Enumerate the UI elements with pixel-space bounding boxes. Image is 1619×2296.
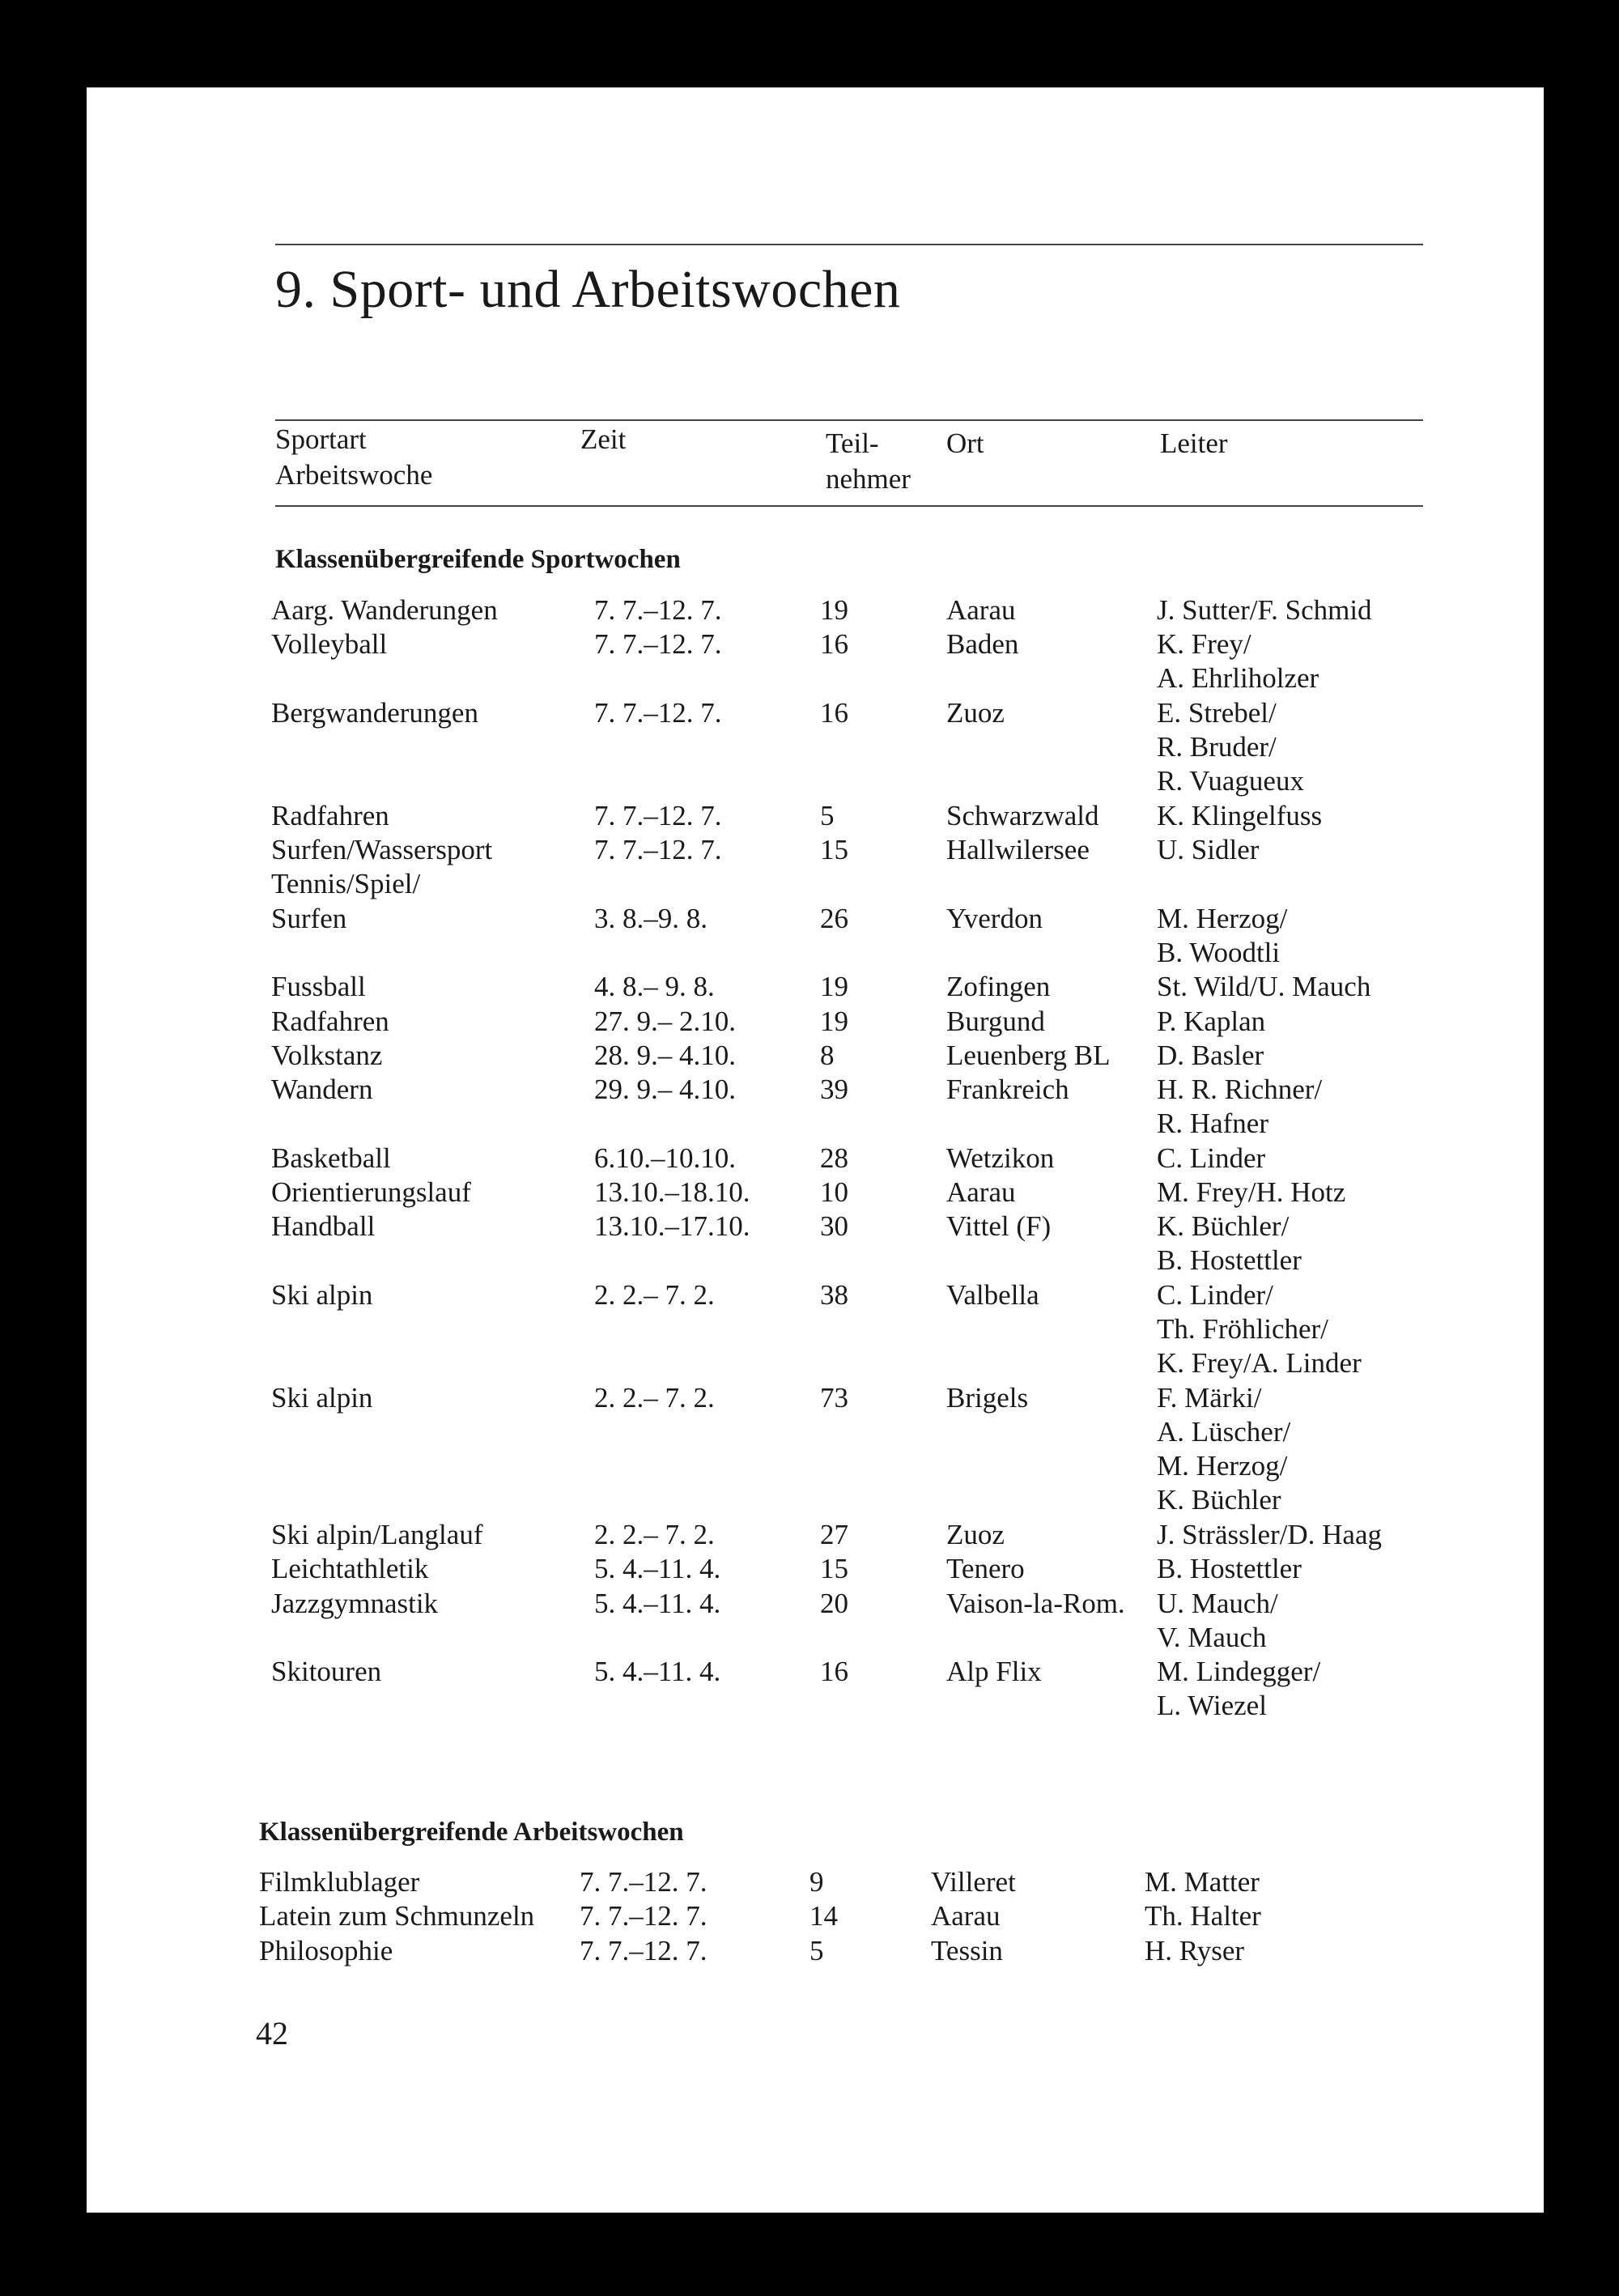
- cell-sportart: Ski alpin/Langlauf: [271, 1519, 483, 1551]
- cell-ort: Aarau: [946, 594, 1016, 626]
- table-row: [87, 833, 1544, 867]
- cell-zeit: 7. 7.–12. 7.: [594, 594, 722, 626]
- cell-teilnehmer: 73: [820, 1381, 848, 1414]
- leiter-name: Th. Halter: [1145, 1900, 1261, 1932]
- table-row: [87, 1899, 1544, 1933]
- cell-leiter: [1157, 1655, 1320, 1723]
- cell-teilnehmer: 15: [820, 834, 848, 866]
- cell-leiter: [1157, 1278, 1362, 1380]
- table-header-bottom-rule: [275, 505, 1423, 507]
- cell-sportart: Radfahren: [271, 799, 389, 831]
- cell-sportart: Ski alpin: [271, 1381, 373, 1414]
- cell-ort: Wetzikon: [946, 1142, 1055, 1174]
- leiter-name: H. Ryser: [1145, 1934, 1245, 1966]
- cell-ort: Villeret: [931, 1866, 1016, 1898]
- cell-leiter: [1157, 1039, 1264, 1073]
- table-row: [87, 1865, 1544, 1899]
- table-row: [87, 1934, 1544, 1968]
- cell-zeit: 7. 7.–12. 7.: [580, 1934, 708, 1966]
- leiter-name: M. Frey/H. Hotz: [1157, 1176, 1346, 1209]
- cell-sportart: Surfen/Wassersport: [271, 834, 493, 866]
- cell-sportart: Philosophie: [259, 1934, 393, 1966]
- cell-zeit: 29. 9.– 4.10.: [594, 1074, 736, 1106]
- cell-teilnehmer: 16: [820, 696, 848, 729]
- cell-leiter: [1157, 970, 1370, 1004]
- cell-zeit: 5. 4.–11. 4.: [594, 1553, 721, 1585]
- leiter-name: F. Märki/: [1157, 1381, 1262, 1414]
- cell-sportart: Radfahren: [271, 1005, 389, 1037]
- cell-ort: Burgund: [946, 1005, 1045, 1037]
- cell-zeit: 7. 7.–12. 7.: [580, 1900, 708, 1932]
- table-row: [87, 1176, 1544, 1210]
- cell-teilnehmer: 9: [810, 1866, 824, 1898]
- section-heading-work: Klassenübergreifende Arbeitswochen: [259, 1818, 684, 1847]
- cell-ort: Leuenberg BL: [946, 1039, 1111, 1071]
- cell-leiter: [1157, 1552, 1302, 1586]
- leiter-name: M. Matter: [1145, 1866, 1260, 1898]
- cell-teilnehmer: 15: [820, 1553, 848, 1585]
- cell-teilnehmer: 20: [820, 1587, 848, 1619]
- cell-teilnehmer: 10: [820, 1176, 848, 1209]
- cell-ort: Aarau: [931, 1900, 1001, 1932]
- cell-leiter: [1145, 1899, 1261, 1933]
- cell-ort: Alp Flix: [946, 1656, 1042, 1688]
- cell-leiter: [1157, 696, 1304, 798]
- cell-teilnehmer: 30: [820, 1210, 848, 1243]
- cell-leiter: [1157, 799, 1322, 833]
- leiter-name: K. Büchler/: [1157, 1210, 1290, 1243]
- cell-teilnehmer: 5: [820, 799, 835, 831]
- table-row: [87, 867, 1544, 901]
- cell-ort: Zuoz: [946, 696, 1005, 729]
- cell-ort: Vaison-la-Rom.: [946, 1587, 1125, 1619]
- leiter-name: St. Wild/U. Mauch: [1157, 971, 1371, 1003]
- cell-zeit: 7. 7.–12. 7.: [594, 834, 722, 866]
- cell-leiter: [1157, 1210, 1302, 1278]
- cell-sportart: Latein zum Schmunzeln: [259, 1900, 535, 1932]
- table-row: [87, 1552, 1544, 1586]
- table-row: [87, 970, 1544, 1004]
- cell-sportart: Volkstanz: [271, 1039, 383, 1071]
- cell-zeit: 5. 4.–11. 4.: [594, 1587, 721, 1619]
- section-heading-sport: Klassenübergreifende Sportwochen: [275, 545, 681, 574]
- cell-ort: Yverdon: [946, 902, 1043, 934]
- cell-zeit: 7. 7.–12. 7.: [594, 799, 722, 831]
- table-row: [87, 627, 1544, 695]
- cell-teilnehmer: 19: [820, 594, 848, 626]
- table-row: [87, 696, 1544, 797]
- cell-ort: Tessin: [931, 1934, 1003, 1966]
- cell-teilnehmer: 8: [820, 1039, 835, 1071]
- cell-teilnehmer: 5: [810, 1934, 824, 1966]
- leiter-name: R. Vuagueux: [1157, 764, 1304, 797]
- table-row: [87, 1073, 1544, 1140]
- table-row: [87, 1381, 1544, 1516]
- leiter-name: V. Mauch: [1157, 1621, 1267, 1653]
- table-row: [87, 799, 1544, 833]
- header-sportart: Sportart Arbeitswoche: [275, 423, 433, 491]
- cell-sportart: Orientierungslauf: [271, 1176, 471, 1209]
- leiter-name: K. Klingelfuss: [1157, 799, 1323, 831]
- cell-sportart: Jazzgymnastik: [271, 1587, 439, 1619]
- cell-sportart: Surfen: [271, 902, 347, 934]
- table-row: [87, 1587, 1544, 1653]
- cell-zeit: 6.10.–10.10.: [594, 1142, 736, 1174]
- cell-ort: Aarau: [946, 1176, 1016, 1209]
- header-ort: Ort: [946, 427, 984, 459]
- leiter-name: J. Sutter/F. Schmid: [1157, 594, 1372, 626]
- cell-leiter: [1145, 1934, 1244, 1968]
- cell-sportart: Skitouren: [271, 1656, 382, 1688]
- leiter-name: L. Wiezel: [1157, 1690, 1267, 1722]
- leiter-name: A. Ehrliholzer: [1157, 662, 1319, 695]
- cell-teilnehmer: 19: [820, 1005, 848, 1037]
- cell-ort: Tenero: [946, 1553, 1025, 1585]
- document-page: [87, 87, 1544, 2213]
- cell-leiter: [1157, 1587, 1278, 1655]
- cell-leiter: [1157, 902, 1287, 970]
- leiter-name: B. Hostettler: [1157, 1244, 1302, 1277]
- cell-teilnehmer: 27: [820, 1519, 848, 1551]
- cell-leiter: [1157, 1176, 1345, 1210]
- cell-zeit: 2. 2.– 7. 2.: [594, 1519, 715, 1551]
- header-zeit: Zeit: [580, 423, 627, 455]
- leiter-name: D. Basler: [1157, 1039, 1264, 1071]
- table-row: [87, 902, 1544, 968]
- cell-sportart: Handball: [271, 1210, 376, 1243]
- cell-zeit: 7. 7.–12. 7.: [594, 696, 722, 729]
- cell-sportart: Volleyball: [271, 628, 388, 661]
- cell-leiter: [1157, 627, 1319, 695]
- cell-ort: Brigels: [946, 1381, 1029, 1414]
- cell-sportart: Tennis/Spiel/: [271, 868, 421, 900]
- cell-ort: Frankreich: [946, 1074, 1069, 1106]
- cell-sportart: Leichtathletik: [271, 1553, 429, 1585]
- cell-leiter: [1157, 1381, 1290, 1517]
- cell-zeit: 7. 7.–12. 7.: [580, 1866, 708, 1898]
- cell-sportart: Wandern: [271, 1074, 373, 1106]
- header-teilnehmer: Teil- nehmer: [826, 427, 911, 495]
- cell-ort: Hallwilersee: [946, 834, 1090, 866]
- cell-zeit: 27. 9.– 2.10.: [594, 1005, 736, 1037]
- page-title: 9. Sport- und Arbeitswochen: [275, 260, 901, 319]
- cell-teilnehmer: 19: [820, 971, 848, 1003]
- leiter-name: R. Hafner: [1157, 1108, 1269, 1140]
- cell-leiter: [1157, 833, 1259, 867]
- leiter-name: K. Frey/: [1157, 628, 1251, 661]
- cell-sportart: Basketball: [271, 1142, 391, 1174]
- cell-zeit: 7. 7.–12. 7.: [594, 628, 722, 661]
- cell-teilnehmer: 39: [820, 1074, 848, 1106]
- cell-sportart: Ski alpin: [271, 1279, 373, 1311]
- cell-leiter: [1157, 1005, 1265, 1039]
- table-row: [87, 1142, 1544, 1176]
- leiter-name: Th. Fröhlicher/: [1157, 1313, 1328, 1345]
- leiter-name: K. Frey/A. Linder: [1157, 1347, 1362, 1379]
- cell-leiter: [1157, 1142, 1265, 1176]
- leiter-name: C. Linder: [1157, 1142, 1266, 1174]
- leiter-name: A. Lüscher/: [1157, 1415, 1291, 1448]
- cell-ort: Schwarzwald: [946, 799, 1099, 831]
- table-row: [87, 593, 1544, 627]
- cell-sportart: Filmklublager: [259, 1866, 420, 1898]
- cell-zeit: 13.10.–17.10.: [594, 1210, 750, 1243]
- cell-teilnehmer: 38: [820, 1279, 848, 1311]
- leiter-name: J. Strässler/D. Haag: [1157, 1519, 1383, 1551]
- cell-zeit: 2. 2.– 7. 2.: [594, 1381, 715, 1414]
- table-row: [87, 1210, 1544, 1277]
- cell-teilnehmer: 16: [820, 628, 848, 661]
- cell-ort: Baden: [946, 628, 1019, 661]
- leiter-name: E. Strebel/: [1157, 696, 1277, 729]
- table-row: [87, 1039, 1544, 1073]
- cell-zeit: 2. 2.– 7. 2.: [594, 1279, 715, 1311]
- cell-leiter: [1157, 1073, 1322, 1141]
- top-rule: [275, 244, 1423, 245]
- cell-teilnehmer: 14: [810, 1900, 838, 1932]
- leiter-name: U. Sidler: [1157, 834, 1260, 866]
- leiter-name: B. Hostettler: [1157, 1553, 1302, 1585]
- cell-leiter: [1145, 1865, 1260, 1899]
- table-row: [87, 1518, 1544, 1552]
- cell-zeit: 13.10.–18.10.: [594, 1176, 750, 1209]
- cell-teilnehmer: 28: [820, 1142, 848, 1174]
- table-row: [87, 1005, 1544, 1039]
- leiter-name: B. Woodtli: [1157, 936, 1281, 968]
- cell-leiter: [1157, 593, 1372, 627]
- leiter-name: M. Herzog/: [1157, 1449, 1288, 1482]
- cell-zeit: 28. 9.– 4.10.: [594, 1039, 736, 1071]
- cell-sportart: Bergwanderungen: [271, 696, 478, 729]
- cell-ort: Valbella: [946, 1279, 1039, 1311]
- cell-ort: Zuoz: [946, 1519, 1005, 1551]
- cell-zeit: 5. 4.–11. 4.: [594, 1656, 721, 1688]
- cell-ort: Vittel (F): [946, 1210, 1052, 1243]
- cell-ort: Zofingen: [946, 971, 1051, 1003]
- leiter-name: M. Herzog/: [1157, 902, 1288, 934]
- leiter-name: U. Mauch/: [1157, 1587, 1278, 1619]
- cell-zeit: 3. 8.–9. 8.: [594, 902, 708, 934]
- header-leiter: Leiter: [1160, 427, 1228, 459]
- leiter-name: R. Bruder/: [1157, 730, 1277, 763]
- leiter-name: C. Linder/: [1157, 1279, 1273, 1311]
- cell-sportart: Fussball: [271, 971, 366, 1003]
- cell-zeit: 4. 8.– 9. 8.: [594, 971, 715, 1003]
- leiter-name: H. R. Richner/: [1157, 1074, 1323, 1106]
- table-row: [87, 1655, 1544, 1722]
- leiter-name: K. Büchler: [1157, 1483, 1281, 1516]
- leiter-name: M. Lindegger/: [1157, 1656, 1321, 1688]
- leiter-name: P. Kaplan: [1157, 1005, 1266, 1037]
- table-row: [87, 1278, 1544, 1379]
- cell-leiter: [1157, 1518, 1382, 1552]
- cell-sportart: Aarg. Wanderungen: [271, 594, 498, 626]
- table-header-top-rule: [275, 419, 1423, 421]
- cell-teilnehmer: 16: [820, 1656, 848, 1688]
- page-number: 42: [256, 2015, 288, 2052]
- cell-teilnehmer: 26: [820, 902, 848, 934]
